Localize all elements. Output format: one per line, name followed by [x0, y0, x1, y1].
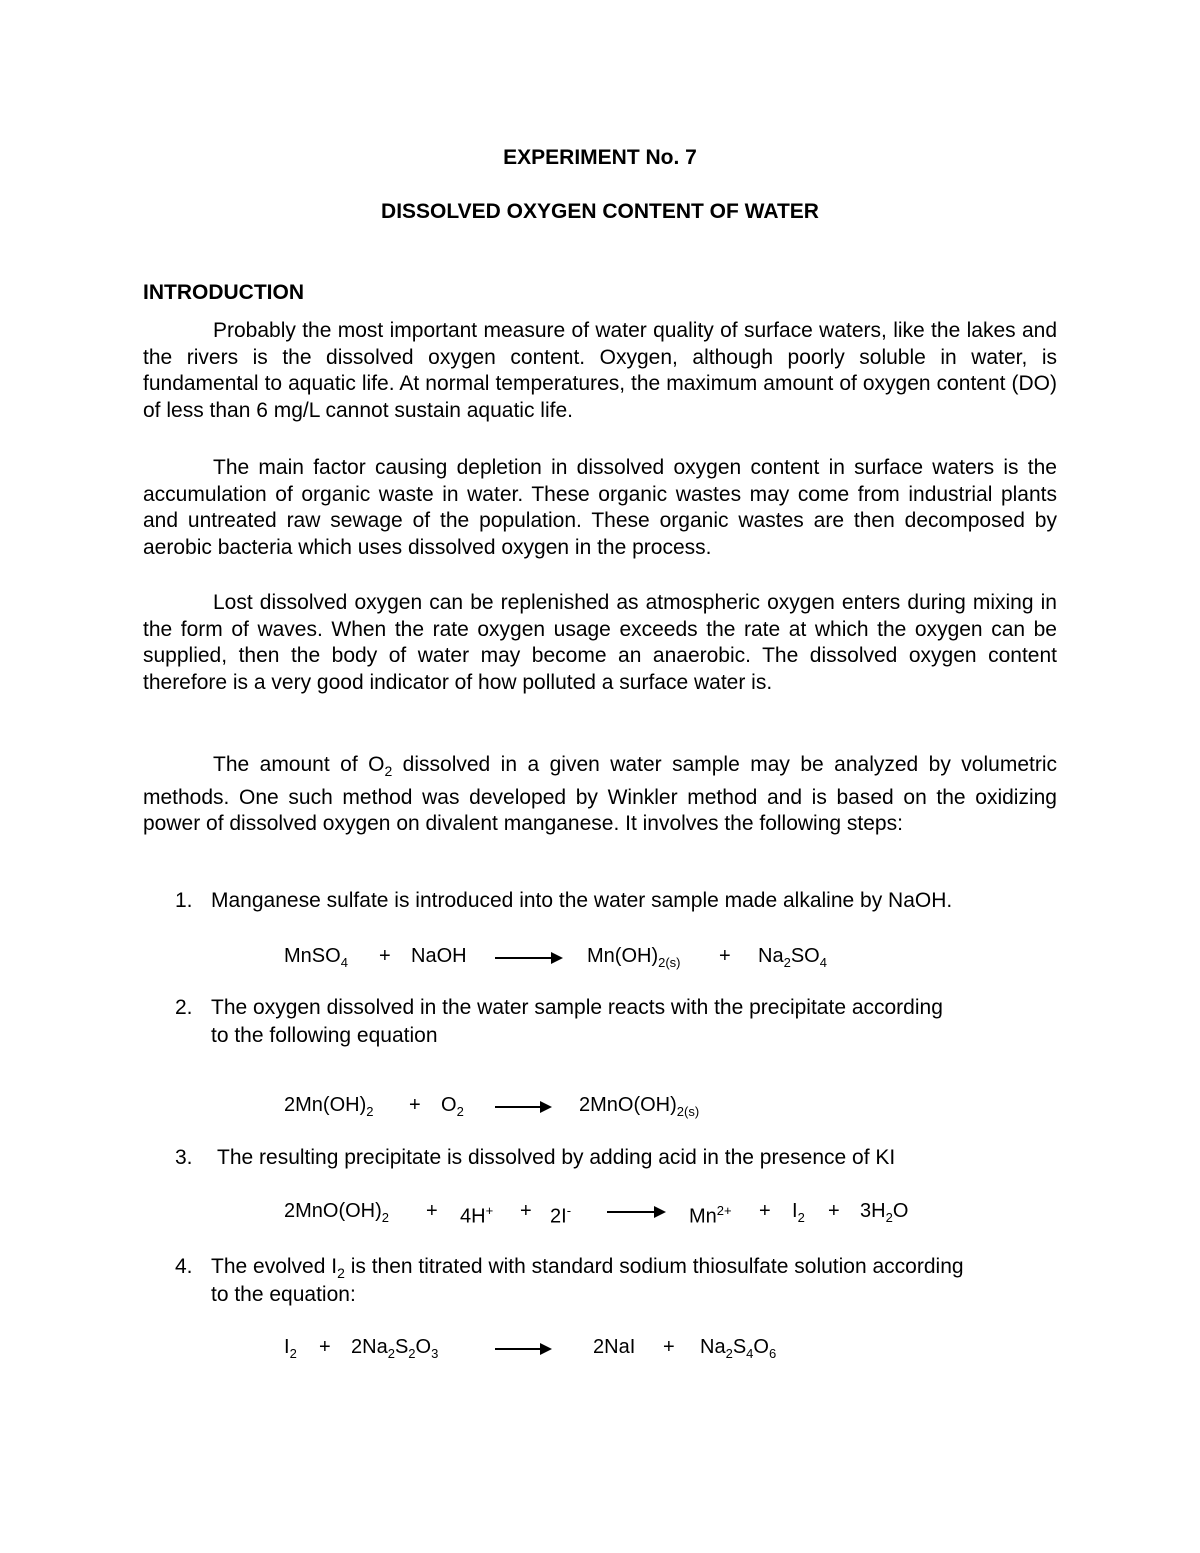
- step-text: The evolved $I_2$ is then titrated with standard sodium thiosulfate solution according: [211, 1255, 964, 1282]
- eq3-product-1: $Mn^{2+}$: [689, 1203, 732, 1228]
- eq1-r1-src: [0, 1500, 1, 1501]
- eq3-plus: +: [759, 1200, 771, 1222]
- step-text: The oxygen dissolved in the water sample reacts with the precipitate according: [211, 996, 943, 1019]
- eq4-product-1: 2NaI: [593, 1336, 636, 1358]
- reaction-arrow: [495, 1348, 550, 1350]
- eq4-plus: +: [663, 1336, 675, 1358]
- paragraph-3: Lost dissolved oxygen can be replenished as atmospheric oxygen enters during mixing in the form of waves. When the rate oxygen usage exceeds the rate at which the oxygen can be supplied, then the body of water may become an anaerobic. The dissolved oxygen content therefore is a very good indicator of how polluted a surface water is.: [143, 591, 1057, 694]
- equation-4: [284, 1335, 777, 1366]
- eq4-plus: +: [319, 1336, 331, 1358]
- eq2-reactant-2: $O_2$: [441, 1094, 464, 1119]
- step-number: 1.: [175, 889, 193, 912]
- step-number: 4.: [175, 1255, 193, 1278]
- step-text-continued: to the following equation: [211, 1024, 438, 1047]
- reaction-arrow: [607, 1211, 664, 1213]
- eq3-product-2: $I_2$: [792, 1200, 805, 1225]
- eq1-reactant-2: NaOH: [411, 945, 467, 967]
- paragraph-1: Probably the most important measure of water quality of surface waters, like the lakes and the rivers is the dissolved oxygen content. Oxygen, although poorly soluble in water, is fundamental to aquatic life. At normal temperatures, the maximum amount of oxygen content (DO) of less than 6 mg/L cannot sustain aquatic life.: [143, 319, 1057, 422]
- eq2-plus: +: [409, 1094, 421, 1116]
- eq3-plus: +: [520, 1200, 532, 1222]
- eq3-plus: +: [426, 1200, 438, 1222]
- eq1-product-2: $Na_2SO_4$: [758, 945, 827, 970]
- eq4-reactant-2: $2Na_2S_2O_3$: [351, 1336, 439, 1361]
- eq1-reactant-1: MnSO$_4$: [284, 945, 348, 970]
- eq3-reactant-3: 2I-: [550, 1203, 572, 1228]
- equation-1: [284, 944, 827, 975]
- eq1-product-1: $Mn(OH)_{2(s)}$: [587, 945, 681, 970]
- section-heading-introduction: INTRODUCTION: [143, 281, 304, 304]
- step-number: 3.: [175, 1146, 193, 1169]
- eq4-product-2: $Na_2S_4O_6$: [700, 1336, 777, 1361]
- document-subtitle: DISSOLVED OXYGEN CONTENT OF WATER: [381, 200, 819, 223]
- eq3-reactant-1: $2MnO(OH)_2$: [284, 1200, 390, 1225]
- equation-3: [284, 1199, 909, 1230]
- paragraph-2: The main factor causing depletion in dissolved oxygen content in surface waters is the accumulation of organic waste in water. These organic wastes may come from industrial plants and untreated raw sewage of the population. These organic wastes are then decomposed by aerobic bacteria which uses dissolved oxygen in the process.: [143, 456, 1057, 559]
- equation-2: [284, 1093, 700, 1124]
- eq1-plus: +: [379, 945, 391, 967]
- eq4-reactant-1: $I_2$: [284, 1336, 297, 1361]
- eq2-product-1: $2MnO(OH)_{2(s)}$: [579, 1094, 700, 1119]
- step-text-continued: to the equation:: [211, 1283, 356, 1306]
- eq1-plus: +: [719, 945, 731, 967]
- step-text: The resulting precipitate is dissolved by adding acid in the presence of KI: [217, 1146, 896, 1169]
- eq3-plus: +: [828, 1200, 840, 1222]
- reaction-arrow: [495, 1106, 550, 1108]
- paragraph-4: [143, 752, 1057, 838]
- eq3-reactant-2: 4H+: [460, 1203, 494, 1228]
- eq3-product-3: $3H_2O$: [860, 1200, 909, 1225]
- reaction-arrow: [495, 957, 561, 959]
- eq2-reactant-1: $2Mn(OH)_2$: [284, 1094, 374, 1119]
- document-title: EXPERIMENT No. 7: [503, 146, 697, 169]
- step-text: Manganese sulfate is introduced into the water sample made alkaline by NaOH.: [211, 889, 953, 912]
- paragraph-4-text: The amount of $O_2$ dissolved in a given water sample may be analyzed by volumetric methods. One such method was developed by Winkler method and is based on the oxidizing power of dissolved oxygen on divalent manganese. It involves the following steps:: [143, 753, 1057, 836]
- step-number: 2.: [175, 996, 193, 1019]
- equation-source-strings: [0, 1500, 1, 1501]
